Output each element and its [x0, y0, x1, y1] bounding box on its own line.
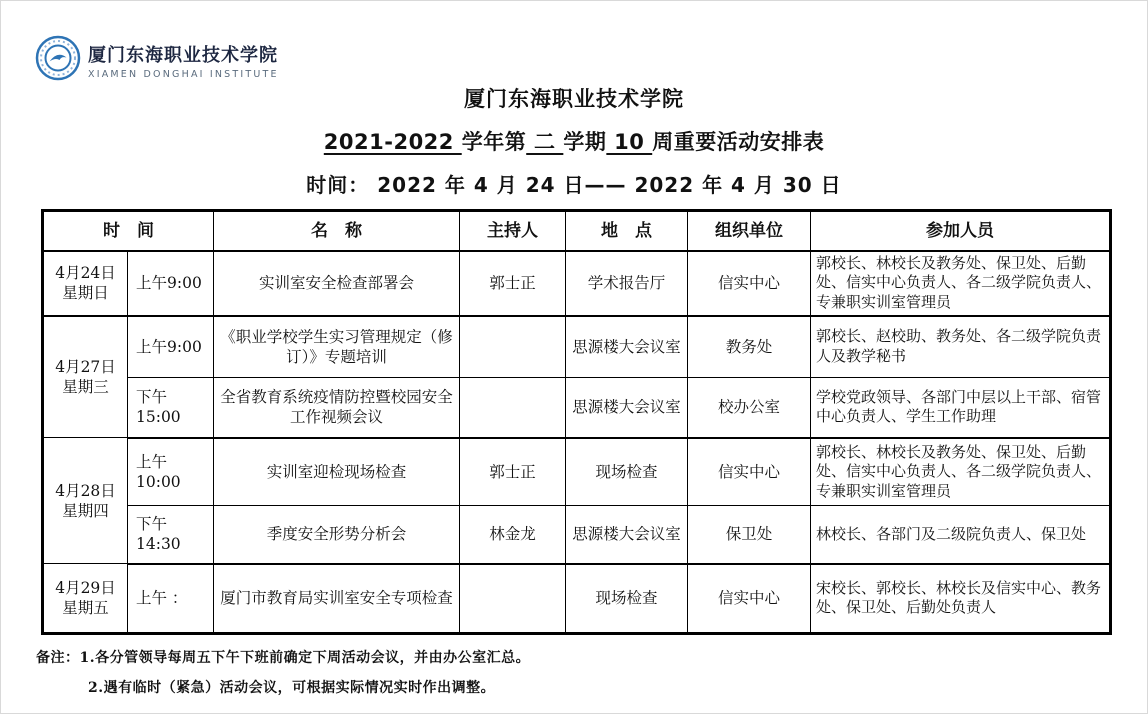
time-cell: 上午 ：: [128, 564, 214, 634]
organizer-cell: 信实中心: [688, 564, 811, 634]
header-participants: 参加人员: [811, 211, 1111, 251]
table-header-row: [43, 211, 1111, 251]
table-row: [43, 251, 1111, 316]
note-line-2: 2.遇有临时（紧急）活动会议，可根据实际情况实时作出调整。: [88, 680, 496, 696]
document-title: 厦门东海职业技术学院: [464, 87, 684, 111]
date-text: 4月28日: [55, 481, 116, 500]
subtitle-text-1: 学年第: [461, 130, 527, 154]
activity-name-cell: 实训室安全检查部署会: [214, 251, 460, 316]
organizer-cell: 信实中心: [688, 251, 811, 316]
table-row: [43, 438, 1111, 506]
header-organizer: 组织单位: [688, 211, 811, 251]
organizer-cell: 教务处: [688, 316, 811, 378]
table-row: [43, 378, 1111, 438]
time-cell: 上午9:00: [128, 251, 214, 316]
date-cell: [43, 564, 128, 634]
footer-notes: [36, 647, 1147, 697]
host-cell: [460, 316, 566, 378]
weekday-text: 星期三: [62, 377, 109, 396]
date-text: 4月24日: [55, 264, 116, 282]
location-cell: 思源楼大会议室: [566, 378, 688, 438]
subtitle-term: 二: [526, 130, 564, 154]
weekday-text: 星期日: [62, 284, 109, 302]
location-cell: 学术报告厅: [566, 251, 688, 316]
participants-cell: 郭校长、林校长及教务处、保卫处、后勤处、信实中心负责人、各二级学院负责人、专兼职实训室管理员: [811, 438, 1111, 506]
subtitle-text-3: 周重要活动安排表: [652, 130, 825, 154]
host-cell: 郭士正: [460, 438, 566, 506]
school-name-cn: 厦门东海职业技术学院: [88, 44, 278, 66]
participants-cell: 学校党政领导、各部门中层以上干部、宿管中心负责人、学生工作助理: [811, 378, 1111, 438]
location-cell: 现场检查: [566, 564, 688, 634]
host-cell: [460, 564, 566, 634]
organizer-cell: 保卫处: [688, 506, 811, 564]
date-cell: [43, 438, 128, 564]
date-cell: [43, 316, 128, 438]
location-cell: 现场检查: [566, 438, 688, 506]
activity-name-cell: 实训室迎检现场检查: [214, 438, 460, 506]
document-subtitle: [1, 126, 1147, 156]
table-row: [43, 316, 1111, 378]
time-cell: 下午15:00: [128, 378, 214, 438]
school-logo: [35, 35, 279, 85]
schedule-table: [41, 209, 1112, 635]
host-cell: 郭士正: [460, 251, 566, 316]
header-host: 主持人: [460, 211, 566, 251]
header-name: 名 称: [214, 211, 460, 251]
activity-name-cell: 厦门市教育局实训室安全专项检查: [214, 564, 460, 634]
date-text: 4月29日: [55, 579, 116, 597]
note-line-1: 备注：1.各分管领导每周五下午下班前确定下周活动会议，并由办公室汇总。: [36, 650, 531, 666]
activity-name-cell: 《职业学校学生实习管理规定（修订）》专题培训: [214, 316, 460, 378]
activity-name-cell: 全省教育系统疫情防控暨校园安全工作视频会议: [214, 378, 460, 438]
participants-cell: 林校长、各部门及二级院负责人、保卫处: [811, 506, 1111, 564]
activity-name-cell: 季度安全形势分析会: [214, 506, 460, 564]
table-row: [43, 564, 1111, 634]
location-cell: 思源楼大会议室: [566, 506, 688, 564]
document-titles: [1, 1, 1147, 198]
time-cell: 上午9:00: [128, 316, 214, 378]
weekday-text: 星期五: [62, 599, 109, 617]
host-cell: [460, 378, 566, 438]
time-cell: 下午14:30: [128, 506, 214, 564]
school-name-en: XIAMEN DONGHAI INSTITUTE: [88, 68, 279, 80]
organizer-cell: 校办公室: [688, 378, 811, 438]
date-range-line: 时间： 2022 年 4 月 24 日—— 2022 年 4 月 30 日: [306, 173, 842, 197]
participants-cell: 郭校长、林校长及教务处、保卫处、后勤处、信实中心负责人、各二级学院负责人、专兼职实训室管理员: [811, 251, 1111, 316]
date-text: 4月27日: [55, 357, 116, 376]
subtitle-text-2: 学期: [563, 130, 607, 154]
table-row: [43, 506, 1111, 564]
host-cell: 林金龙: [460, 506, 566, 564]
time-cell: 上午10:00: [128, 438, 214, 506]
subtitle-week: 10: [606, 130, 653, 154]
organizer-cell: 信实中心: [688, 438, 811, 506]
participants-cell: 郭校长、赵校助、教务处、各二级学院负责人及教学秘书: [811, 316, 1111, 378]
participants-cell: 宋校长、郭校长、林校长及信实中心、教务处、保卫处、后勤处负责人: [811, 564, 1111, 634]
weekday-text: 星期四: [62, 501, 109, 520]
subtitle-year: 2021-2022: [323, 130, 462, 154]
header-location: 地 点: [566, 211, 688, 251]
location-cell: 思源楼大会议室: [566, 316, 688, 378]
date-cell: [43, 251, 128, 316]
school-emblem-icon: [35, 35, 81, 85]
header-time: 时 间: [43, 211, 214, 251]
school-logo-text: [88, 41, 279, 80]
